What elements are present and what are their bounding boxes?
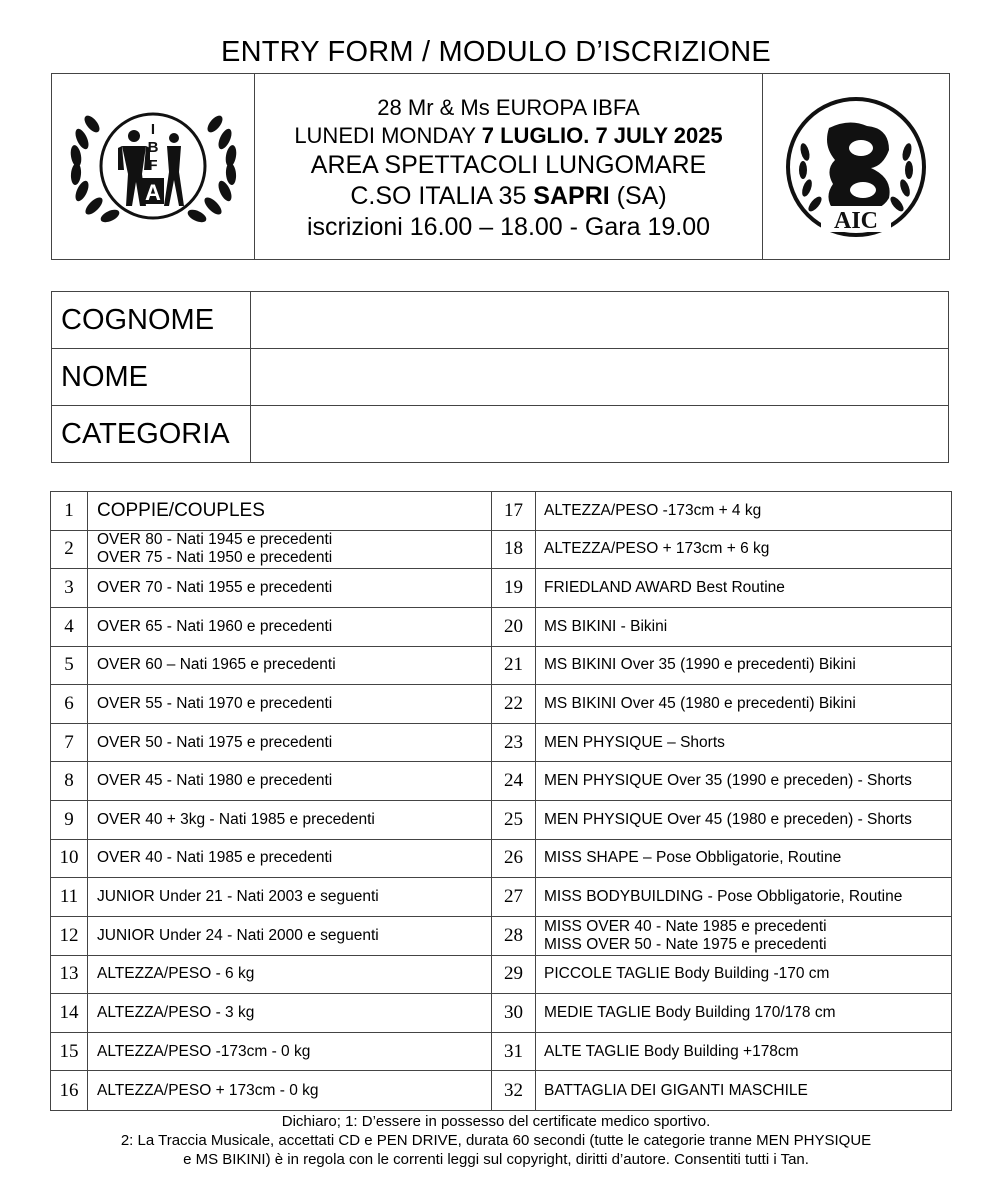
declaration-line-3: e MS BIKINI) è in regola con le correnti leggi sul copyright, diritti d’autore. Consentiti tutti i Tan. [183, 1151, 809, 1168]
category-label-line: MISS OVER 40 - Nate 1985 e precedenti [544, 917, 827, 935]
category-label-line: ALTEZZA/PESO + 173cm + 6 kg [544, 540, 770, 558]
category-label-line: OVER 50 - Nati 1975 e precedenti [97, 733, 333, 751]
category-label [88, 840, 492, 878]
category-label [536, 762, 951, 800]
cognome-label: COGNOME [52, 292, 251, 348]
category-row [51, 685, 951, 724]
nome-label: NOME [52, 349, 251, 405]
category-label-line: OVER 60 – Nati 1965 e precedenti [97, 656, 336, 674]
declaration [0, 1112, 992, 1169]
cognome-field[interactable] [251, 292, 948, 348]
category-label [536, 608, 951, 646]
category-number: 19 [492, 569, 536, 607]
category-row [51, 994, 951, 1033]
category-number: 8 [51, 762, 88, 800]
category-number: 4 [51, 608, 88, 646]
category-label-line: MEN PHYSIQUE Over 45 (1980 e preceden) - Shorts [544, 810, 912, 828]
category-number: 27 [492, 878, 536, 916]
category-row [51, 917, 951, 956]
right-logo-cell [763, 74, 949, 259]
category-row [51, 801, 951, 840]
category-label [88, 1071, 492, 1110]
category-label [88, 801, 492, 839]
category-label [536, 647, 951, 685]
category-label-line: MEN PHYSIQUE Over 35 (1990 e preceden) - Shorts [544, 772, 912, 790]
category-number: 14 [51, 994, 88, 1032]
category-number: 31 [492, 1033, 536, 1071]
category-label-line: OVER 75 - Nati 1950 e precedenti [97, 549, 333, 567]
category-label-line: OVER 65 - Nati 1960 e precedenti [97, 617, 333, 635]
category-label [88, 878, 492, 916]
category-row [51, 840, 951, 879]
event-venue: AREA SPETTACOLI LUNGOMARE [310, 151, 707, 179]
event-name: 28 Mr & Ms EUROPA IBFA [377, 95, 640, 120]
category-label-line: OVER 80 - Nati 1945 e precedenti [97, 531, 333, 549]
category-number: 5 [51, 647, 88, 685]
category-number: 3 [51, 569, 88, 607]
category-label-line: MS BIKINI Over 35 (1990 e precedenti) Bikini [544, 656, 856, 674]
category-label-line: JUNIOR Under 21 - Nati 2003 e seguenti [97, 888, 379, 906]
category-number: 9 [51, 801, 88, 839]
category-label-line: ALTE TAGLIE Body Building +178cm [544, 1042, 799, 1060]
category-number: 26 [492, 840, 536, 878]
category-label [536, 685, 951, 723]
category-label-line: ALTEZZA/PESO + 173cm - 0 kg [97, 1081, 319, 1099]
category-label [536, 878, 951, 916]
aic-logo-icon [763, 74, 949, 259]
category-row [51, 762, 951, 801]
svg-text:AIC: AIC [833, 208, 879, 234]
form-title: ENTRY FORM / MODULO D’ISCRIZIONE [221, 36, 771, 68]
category-table [50, 491, 952, 1111]
category-row [51, 531, 951, 570]
category-label [88, 956, 492, 994]
category-label [88, 917, 492, 955]
category-row [51, 724, 951, 763]
declaration-line-1: Dichiaro; 1: D’essere in possesso del certificate medico sportivo. [281, 1113, 711, 1130]
category-label [536, 994, 951, 1032]
category-number: 24 [492, 762, 536, 800]
category-label-line: MISS SHAPE – Pose Obbligatorie, Routine [544, 849, 842, 867]
category-label [88, 762, 492, 800]
svg-text:B: B [147, 139, 159, 156]
category-number: 28 [492, 917, 536, 955]
category-label [536, 917, 951, 955]
event-info [255, 74, 763, 259]
category-label [88, 531, 492, 569]
category-label [536, 569, 951, 607]
category-label [88, 724, 492, 762]
category-number: 20 [492, 608, 536, 646]
category-row [51, 608, 951, 647]
category-label [536, 531, 951, 569]
category-row [51, 1033, 951, 1072]
category-label-line: MISS OVER 50 - Nate 1975 e precedenti [544, 935, 827, 953]
ibfa-logo-icon [52, 74, 255, 259]
category-number: 13 [51, 956, 88, 994]
event-schedule: iscrizioni 16.00 – 18.00 - Gara 19.00 [306, 213, 710, 241]
category-number: 23 [492, 724, 536, 762]
category-label-line: MEN PHYSIQUE – Shorts [544, 733, 725, 751]
event-header [51, 73, 950, 260]
form-row-categoria [52, 406, 948, 463]
category-number: 21 [492, 647, 536, 685]
category-number: 1 [51, 492, 88, 530]
category-label [88, 1033, 492, 1071]
category-label [536, 956, 951, 994]
category-number: 29 [492, 956, 536, 994]
categoria-field[interactable] [251, 406, 948, 463]
category-number: 15 [51, 1033, 88, 1071]
event-address: C.SO ITALIA 35 SAPRI (SA) [350, 182, 667, 210]
category-label-line: OVER 70 - Nati 1955 e precedenti [97, 579, 333, 597]
category-label [536, 724, 951, 762]
category-label [88, 647, 492, 685]
nome-field[interactable] [251, 349, 948, 405]
category-label [536, 840, 951, 878]
category-number: 7 [51, 724, 88, 762]
category-label-line: FRIEDLAND AWARD Best Routine [544, 579, 785, 597]
category-label-line: PICCOLE TAGLIE Body Building -170 cm [544, 965, 830, 983]
category-label [536, 492, 951, 530]
category-label-line: COPPIE/COUPLES [97, 499, 265, 521]
category-label-line: OVER 40 - Nati 1985 e precedenti [97, 849, 333, 867]
category-label [88, 608, 492, 646]
category-label-line: OVER 45 - Nati 1980 e precedenti [97, 772, 333, 790]
category-label [536, 801, 951, 839]
category-label-line: ALTEZZA/PESO - 3 kg [97, 1003, 255, 1021]
category-row [51, 878, 951, 917]
category-label-line: MS BIKINI Over 45 (1980 e precedenti) Bikini [544, 694, 856, 712]
category-number: 17 [492, 492, 536, 530]
category-row [51, 492, 951, 531]
svg-text:A: A [145, 180, 161, 205]
category-label-line: MEDIE TAGLIE Body Building 170/178 cm [544, 1003, 836, 1021]
event-date: LUNEDI MONDAY 7 LUGLIO. 7 JULY 2025 [294, 123, 723, 148]
left-logo-cell [52, 74, 255, 259]
category-number: 10 [51, 840, 88, 878]
declaration-line-2: 2: La Traccia Musicale, accettati CD e PEN DRIVE, durata 60 secondi (tutte le categorie tranne MEN PHYSIQUE [120, 1132, 872, 1149]
category-number: 11 [51, 878, 88, 916]
category-label-line: BATTAGLIA DEI GIGANTI MASCHILE [544, 1081, 808, 1099]
category-row [51, 956, 951, 995]
svg-text:F: F [148, 157, 158, 174]
category-label-line: ALTEZZA/PESO -173cm - 0 kg [97, 1042, 311, 1060]
category-row [51, 569, 951, 608]
category-label [88, 492, 492, 530]
categoria-label: CATEGORIA [52, 406, 251, 463]
svg-text:I: I [150, 121, 156, 138]
category-number: 12 [51, 917, 88, 955]
category-number: 18 [492, 531, 536, 569]
category-number: 16 [51, 1071, 88, 1110]
category-label-line: ALTEZZA/PESO - 6 kg [97, 965, 255, 983]
category-number: 25 [492, 801, 536, 839]
category-label-line: ALTEZZA/PESO -173cm + 4 kg [544, 501, 762, 519]
category-row [51, 647, 951, 686]
form-row-nome [52, 349, 948, 406]
category-label [536, 1071, 951, 1110]
category-label [88, 685, 492, 723]
form-row-cognome [52, 292, 948, 349]
category-number: 6 [51, 685, 88, 723]
category-number: 32 [492, 1071, 536, 1110]
category-label-line: JUNIOR Under 24 - Nati 2000 e seguenti [97, 926, 379, 944]
category-label [88, 994, 492, 1032]
category-label-line: OVER 55 - Nati 1970 e precedenti [97, 694, 333, 712]
category-number: 22 [492, 685, 536, 723]
category-label [536, 1033, 951, 1071]
athlete-form [51, 291, 949, 463]
category-number: 30 [492, 994, 536, 1032]
category-label [88, 569, 492, 607]
category-row [51, 1071, 951, 1110]
category-number: 2 [51, 531, 88, 569]
category-label-line: MISS BODYBUILDING - Pose Obbligatorie, Routine [544, 888, 903, 906]
category-label-line: OVER 40 + 3kg - Nati 1985 e precedenti [97, 810, 375, 828]
category-label-line: MS BIKINI - Bikini [544, 617, 668, 635]
